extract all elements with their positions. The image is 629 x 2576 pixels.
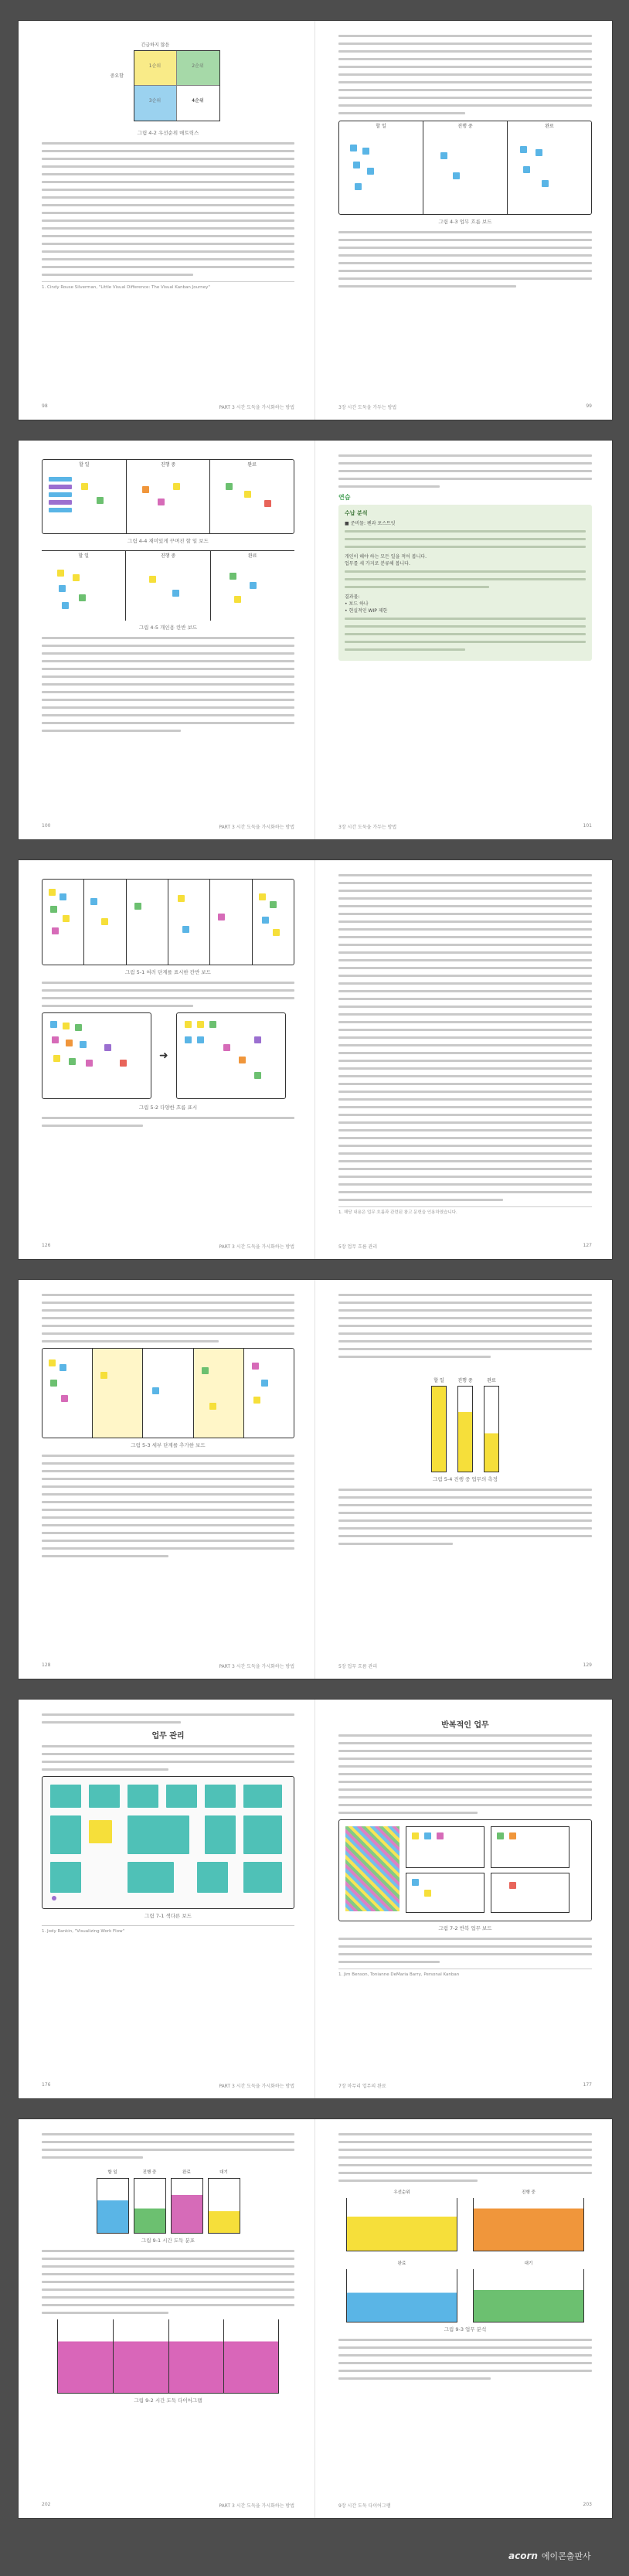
exercise-box (338, 505, 592, 661)
column-label: 완료 (247, 462, 257, 468)
figure-caption: 그림 5-4 진행 중 업무의 측정 (433, 1476, 498, 1482)
folio: 101 (583, 823, 592, 829)
figure-caption: 그림 5-3 세부 단계를 추가한 보드 (131, 1442, 206, 1448)
body-text (338, 231, 592, 288)
folio: 177 (583, 2082, 592, 2088)
body-text (42, 2133, 294, 2159)
column-label: 완료 (248, 553, 257, 559)
bar-label: 할 일 (434, 1378, 444, 1383)
figure-caption: 그림 9-3 업무 분석 (444, 2326, 487, 2333)
body-text (338, 2133, 592, 2182)
page-100 (19, 441, 315, 839)
bar-label: 진행 중 (142, 2170, 157, 2175)
matrix-q2: 2순위 (177, 51, 219, 86)
matrix-q3: 3순위 (134, 86, 177, 121)
body-text (42, 1294, 294, 1342)
figure-caption: 그림 5-1 여러 단계를 표시한 칸반 보드 (125, 969, 211, 975)
page-126 (19, 860, 315, 1259)
body-text (42, 142, 294, 276)
exercise-line: • 현실적인 WIP 제한 (345, 608, 388, 614)
running-head: PART 3 시간 도둑을 가시화하는 방법 (219, 2503, 294, 2509)
page-101 (315, 441, 612, 839)
axis-left-label: 중요함 (110, 73, 124, 79)
body-text (42, 1713, 294, 1724)
exercise-line: 업무를 세 가지로 분류해 봅니다. (345, 561, 410, 567)
spread-6 (19, 2119, 612, 2518)
body-text (338, 1734, 592, 1814)
bar-label: 완료 (487, 1378, 496, 1383)
running-head: PART 3 시간 도둑을 가시화하는 방법 (219, 2084, 294, 2089)
body-text (338, 874, 592, 1201)
axis-top-label: 긴급하지 않음 (141, 43, 170, 48)
folio: 128 (42, 1662, 51, 1668)
column-label: 진행 중 (160, 553, 176, 559)
flow-board-sketch (338, 121, 592, 215)
folio: 100 (42, 823, 51, 829)
time-thief-diagram-sketch (57, 2319, 279, 2394)
footnote: 1. Jim Benson, Tonianne DeMaria Barry, Personal Kanban (338, 1969, 592, 1978)
exercise-line: • 보드 하나 (345, 601, 369, 607)
running-head: 5장 업무 흐름 관리 (338, 1664, 378, 1669)
bar-label: 완료 (182, 2170, 191, 2175)
page-203 (315, 2119, 612, 2518)
footnote: 1. Jody Rankin, "Visualizing Work Flow" (42, 1925, 294, 1935)
bar-label: 진행 중 (457, 1378, 473, 1383)
bar-label: 할 일 (107, 2170, 117, 2175)
page-129 (315, 1280, 612, 1679)
folio: 176 (42, 2082, 51, 2088)
exercise-line: 개인이 해야 하는 모든 일을 적어 봅니다. (345, 554, 427, 560)
folio: 98 (42, 403, 48, 409)
priority-matrix (110, 41, 226, 126)
bar-label: 대기 (219, 2170, 228, 2175)
recurring-board-sketch (338, 1819, 592, 1921)
section-heading: 업무 관리 (151, 1732, 185, 1741)
body-text (338, 35, 592, 114)
colorful-board-sketch (42, 1776, 294, 1909)
wip-measure-sketch (338, 1364, 592, 1472)
footnote: 1. Cindy Rouse Silverman, "Little Visual Difference: The Visual Kanban Journey" (42, 281, 294, 291)
folio: 127 (583, 1243, 592, 1248)
folio: 202 (42, 2502, 51, 2507)
page-99 (315, 21, 612, 420)
folio: 203 (583, 2502, 592, 2507)
folio: 99 (586, 403, 592, 409)
page-177 (315, 1700, 612, 2098)
flow-diagram-sketch (42, 1012, 294, 1099)
running-head: 3장 시간 도둑을 가두는 방법 (338, 825, 397, 830)
figure-caption: 그림 4-3 업무 흐름 보드 (438, 219, 492, 225)
figure-caption: 그림 7-2 반복 업무 보드 (438, 1925, 492, 1931)
running-head: 7장 마무리 업무의 완료 (338, 2084, 386, 2089)
running-head: 5장 업무 흐름 관리 (338, 1244, 378, 1250)
exercise-heading: 연습 (338, 494, 351, 501)
bar-label: 완료 (397, 2261, 406, 2266)
matrix-q4: 4순위 (177, 86, 219, 121)
page-202 (19, 2119, 315, 2518)
page-176 (19, 1700, 315, 2098)
acorn-logo-icon: acorn (508, 2550, 538, 2561)
body-text (42, 982, 294, 1007)
bar-label: 대기 (524, 2261, 533, 2266)
time-thief-bars-sketch (42, 2164, 294, 2234)
column-label: 진행 중 (457, 124, 473, 129)
running-head: PART 3 시간 도둑을 가시화하는 방법 (219, 1664, 294, 1669)
column-label: 할 일 (79, 462, 90, 468)
page-127 (315, 860, 612, 1259)
figure-caption: 그림 4-4 재미있게 꾸며진 할 일 보드 (128, 538, 209, 544)
figure-caption: 그림 5-2 다양한 흐름 표시 (138, 1104, 198, 1111)
running-head: PART 3 시간 도둑을 가시화하는 방법 (219, 1244, 294, 1250)
section-heading: 반복적인 업무 (441, 1721, 489, 1730)
column-label: 완료 (545, 124, 554, 129)
running-head: 9장 시간 도둑 다이어그램 (338, 2503, 391, 2509)
work-analysis-grid (346, 2188, 584, 2322)
body-text (338, 1294, 592, 1358)
running-head: PART 3 시간 도둑을 가시화하는 방법 (219, 825, 294, 830)
spread-3 (19, 860, 612, 1259)
spread-2 (19, 441, 612, 839)
body-text (42, 2250, 294, 2314)
exercise-line: ■ 준비물: 펜과 포스트잇 (345, 521, 396, 526)
bar-label: 우선순위 (393, 2190, 410, 2195)
running-head: PART 3 시간 도둑을 가시화하는 방법 (219, 405, 294, 410)
page-128 (19, 1280, 315, 1679)
figure-caption: 그림 9-1 시간 도둑 분포 (141, 2237, 196, 2244)
figure-caption: 그림 4-5 개인용 칸반 보드 (138, 624, 198, 631)
body-text (42, 1117, 294, 1127)
personal-kanban-sketch (42, 550, 294, 621)
body-text (42, 1455, 294, 1557)
figure-caption: 그림 7-1 색다른 보드 (144, 1913, 192, 1919)
running-head: 3장 시간 도둑을 가두는 방법 (338, 405, 397, 410)
figure-caption: 그림 4-2 우선순위 매트릭스 (137, 130, 199, 136)
body-text (42, 637, 294, 732)
folio: 126 (42, 1243, 51, 1248)
arrow-icon: ➜ (159, 1050, 168, 1062)
body-text (338, 2339, 592, 2380)
spread-4 (19, 1280, 612, 1679)
multi-stage-board-sketch (42, 879, 294, 965)
bar-label: 진행 중 (522, 2190, 536, 2195)
detailed-board-sketch (42, 1348, 294, 1438)
folio: 129 (583, 1662, 592, 1668)
spread-5 (19, 1700, 612, 2098)
publisher-name: 에이콘출판사 (541, 2551, 591, 2561)
body-text (338, 1489, 592, 1545)
column-label: 할 일 (78, 553, 89, 559)
page-98 (19, 21, 315, 420)
publisher-logo (508, 2550, 591, 2562)
body-text (338, 454, 592, 488)
exercise-line: 결과물: (345, 594, 360, 600)
spread-1 (19, 21, 612, 420)
exercise-title: 수납 분석 (345, 510, 368, 516)
matrix-q1: 1순위 (134, 51, 177, 86)
todo-board-sketch (42, 459, 294, 534)
body-text (42, 1745, 294, 1771)
body-text (338, 1938, 592, 1963)
column-label: 할 일 (376, 124, 386, 129)
footnote: 1. 해당 내용은 업무 흐름과 관련된 참고 문헌을 인용하였습니다. (338, 1206, 592, 1216)
column-label: 진행 중 (160, 462, 176, 468)
figure-caption: 그림 9-2 시간 도둑 다이어그램 (134, 2397, 202, 2404)
